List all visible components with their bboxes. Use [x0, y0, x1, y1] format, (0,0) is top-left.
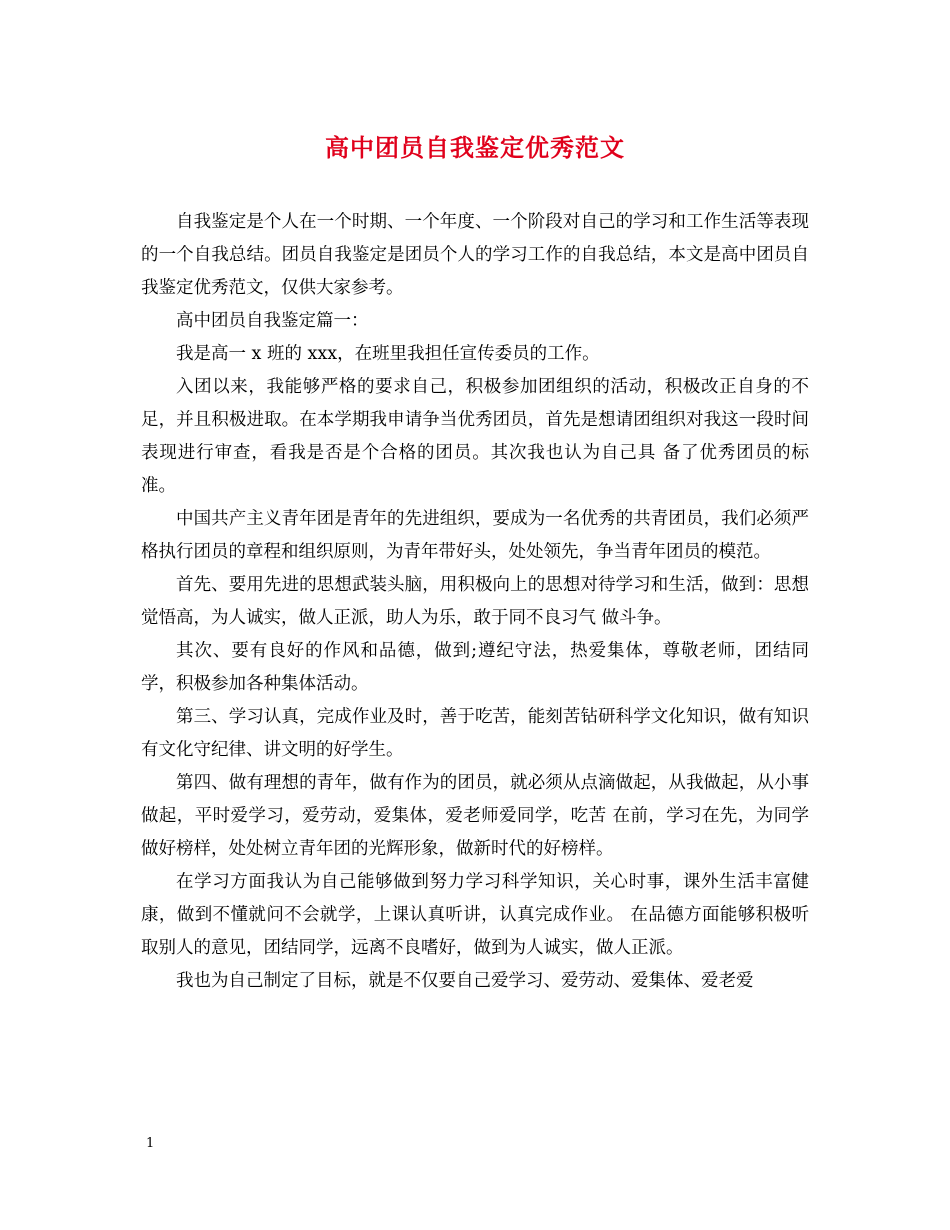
document-body: [141, 206, 809, 998]
paragraph-fourth-point: 第四、做有理想的青年，做有作为的团员，就必须从点滴做起，从我做起，从小事做起，平时爱学习，爱劳动，爱集体，爱老师爱同学，吃苦 在前，学习在先，为同学做好榜样，处处树立青年团的光辉形象，做新时代的好榜样。: [141, 773, 809, 859]
paragraph-intro: 自我鉴定是个人在一个时期、一个年度、一个阶段对自己的学习和工作生活等表现的一个自我总结。团员自我鉴定是团员个人的学习工作的自我总结，本文是高中团员自我鉴定优秀范文，仅供大家参考。: [141, 212, 809, 298]
page-number: 1: [146, 1136, 155, 1151]
paragraph-goals: 我也为自己制定了目标，就是不仅要自己爱学习、爱劳动、爱集体、爱老爱: [176, 971, 754, 991]
document-title: 高中团员自我鉴定优秀范文: [325, 133, 625, 162]
paragraph-first-point: 首先、要用先进的思想武装头脑，用积极向上的思想对待学习和生活，做到：思想觉悟高，为人诚实，做人正派，助人为乐，敢于同不良习气 做斗争。: [141, 575, 809, 628]
paragraph-section-heading: 高中团员自我鉴定篇一：: [176, 311, 369, 331]
paragraph-since-joining: 入团以来，我能够严格的要求自己，积极参加团组织的活动，积极改正自身的不足，并且积极进取。在本学期我申请争当优秀团员，首先是想请团组织对我这一段时间表现进行审查，看我是否是个合格的团员。其次我也认为自己具 备了优秀团员的标准。: [141, 377, 809, 496]
paragraph-self-intro: 我是高一 x 班的 xxx，在班里我担任宣传委员的工作。: [176, 344, 600, 364]
paragraph-second-point: 其次、要有良好的作风和品德，做到;遵纪守法，热爱集体，尊敬老师，团结同学，积极参加各种集体活动。: [141, 641, 809, 694]
paragraph-study-and-conduct: 在学习方面我认为自己能够做到努力学习科学知识，关心时事，课外生活丰富健康，做到不懂就问不会就学，上课认真听讲，认真完成作业。 在品德方面能够积极听取别人的意见，团结同学，远离不良嗜好，做到为人诚实，做人正派。: [141, 872, 809, 958]
paragraph-league-organization: 中国共产主义青年团是青年的先进组织，要成为一名优秀的共青团员，我们必须严格执行团员的章程和组织原则，为青年带好头，处处领先，争当青年团员的模范。: [141, 509, 809, 562]
paragraph-third-point: 第三、学习认真，完成作业及时，善于吃苦，能刻苦钻研科学文化知识，做有知识有文化守纪律、讲文明的好学生。: [141, 707, 809, 760]
